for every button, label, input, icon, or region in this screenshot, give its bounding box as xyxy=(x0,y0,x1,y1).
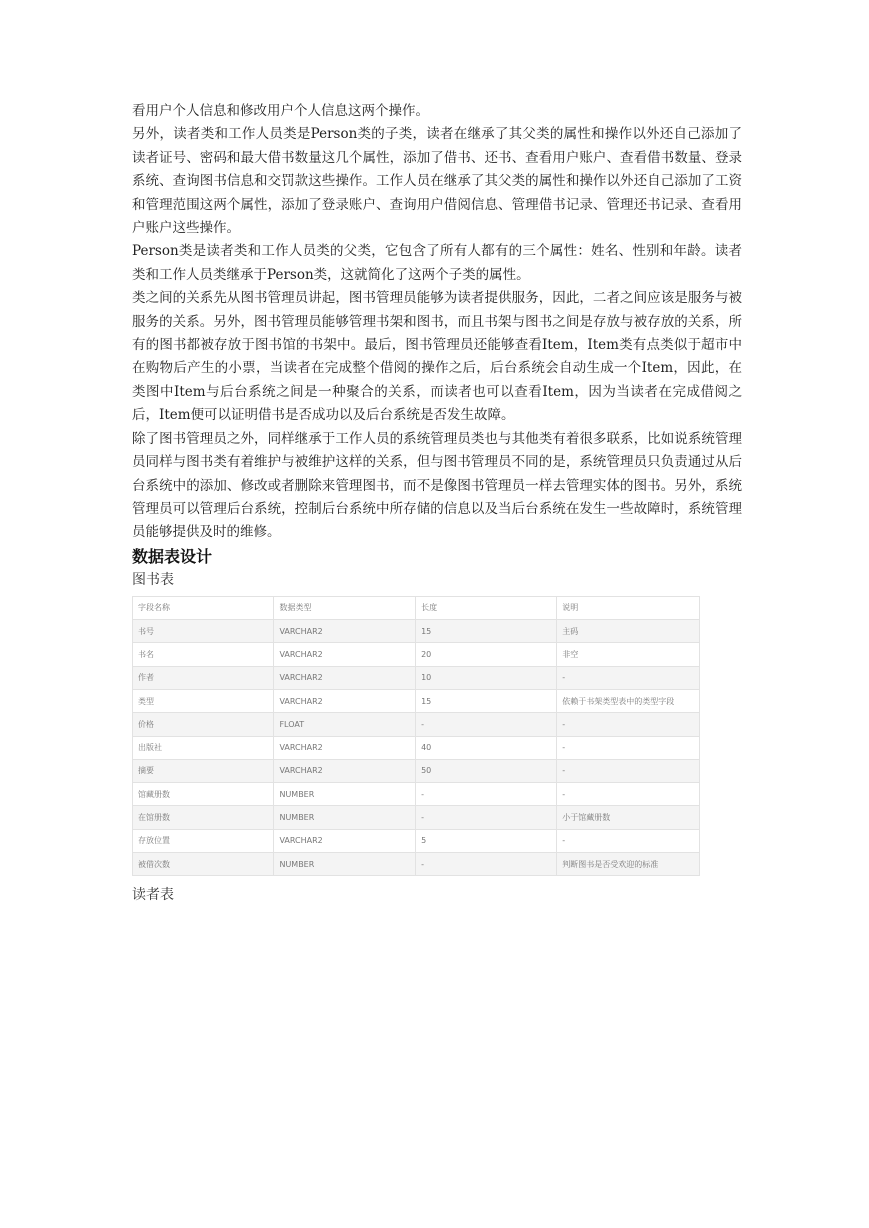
table-cell: 在馆册数 xyxy=(133,806,274,829)
paragraph: Person类是读者类和工作人员类的父类，它包含了所有人都有的三个属性：姓名、性别和年龄。读者类和工作人员类继承于Person类，这就简化了这两个子类的属性。 xyxy=(132,243,742,283)
reader-table-caption: 读者表 xyxy=(132,887,174,904)
document-page xyxy=(132,100,742,906)
table-cell: 出版社 xyxy=(133,736,274,759)
table-row xyxy=(133,806,700,829)
table-row xyxy=(133,829,700,852)
table-header-cell: 数据类型 xyxy=(274,596,416,619)
table-cell: 50 xyxy=(416,759,557,782)
table-cell: - xyxy=(557,666,700,689)
table-cell: 非空 xyxy=(557,643,700,666)
table-cell: 存放位置 xyxy=(133,829,274,852)
table-cell: VARCHAR2 xyxy=(274,620,416,643)
table-cell: VARCHAR2 xyxy=(274,736,416,759)
table-row xyxy=(133,643,700,666)
table-cell: - xyxy=(557,736,700,759)
table-cell: VARCHAR2 xyxy=(274,643,416,666)
table-cell: NUMBER xyxy=(274,783,416,806)
table-row xyxy=(133,689,700,712)
table-cell: - xyxy=(557,829,700,852)
table-cell: 20 xyxy=(416,643,557,666)
section-heading: 数据表设计 xyxy=(132,546,213,566)
table-cell: FLOAT xyxy=(274,713,416,736)
table-header-row xyxy=(133,596,700,619)
table-cell: 书名 xyxy=(133,643,274,666)
table-cell: 10 xyxy=(416,666,557,689)
table-cell: - xyxy=(416,852,557,875)
table-row xyxy=(133,759,700,782)
paragraph: 类之间的关系先从图书管理员讲起，图书管理员能够为读者提供服务，因此，二者之间应该是服务与被服务的关系。另外，图书管理员能够管理书架和图书，而且书架与图书之间是存放与被存放的关系，所有的图书都被存放于图书馆的书架中。最后，图书管理员还能够查看Item，Item类有点类似于超市中在购物后产生的小票，当读者在完成整个借阅的操作之后，后台系统会自动生成一个Item，因此，在类图中Item与后台系统之间是一种聚合的关系，而读者也可以查看Item，因为当读者在完成借阅之后，Item便可以证明借书是否成功以及后台系统是否发生故障。 xyxy=(132,290,742,424)
table-cell: - xyxy=(416,783,557,806)
table-cell: 15 xyxy=(416,689,557,712)
table-cell: VARCHAR2 xyxy=(274,829,416,852)
table-row xyxy=(133,620,700,643)
table-row xyxy=(133,713,700,736)
book-table-caption: 图书表 xyxy=(132,571,174,588)
table-row xyxy=(133,736,700,759)
paragraph: 看用户个人信息和修改用户个人信息这两个操作。 xyxy=(132,103,429,119)
table-cell: 5 xyxy=(416,829,557,852)
table-cell: 依赖于书架类型表中的类型字段 xyxy=(557,689,700,712)
table-cell: 40 xyxy=(416,736,557,759)
table-header-cell: 说明 xyxy=(557,596,700,619)
paragraph: 除了图书管理员之外，同样继承于工作人员的系统管理员类也与其他类有着很多联系，比如说系统管理员同样与图书类有着维护与被维护这样的关系，但与图书管理员不同的是，系统管理员只负责通过从后台系统中的添加、修改或者删除来管理图书，而不是像图书管理员一样去管理实体的图书。另外，系统管理员可以管理后台系统，控制后台系统中所存储的信息以及当后台系统在发生一些故障时，系统管理员能够提供及时的维修。 xyxy=(132,430,742,541)
table-cell: 判断图书是否受欢迎的标准 xyxy=(557,852,700,875)
book-table xyxy=(132,596,700,877)
table-cell: 小于馆藏册数 xyxy=(557,806,700,829)
table-cell: - xyxy=(416,806,557,829)
paragraph: 另外，读者类和工作人员类是Person类的子类，读者在继承了其父类的属性和操作以外还自己添加了读者证号、密码和最大借书数量这几个属性，添加了借书、还书、查看用户账户、查看借书数量、登录系统、查询图书信息和交罚款这些操作。工作人员在继承了其父类的属性和操作以外还自己添加了工资和管理范围这两个属性，添加了登录账户、查询用户借阅信息、管理借书记录、管理还书记录、查看用户账户这些操作。 xyxy=(132,126,742,237)
table-cell: 作者 xyxy=(133,666,274,689)
table-cell: 书号 xyxy=(133,620,274,643)
table-cell: - xyxy=(557,713,700,736)
table-cell: 主码 xyxy=(557,620,700,643)
table-cell: 15 xyxy=(416,620,557,643)
table-row xyxy=(133,666,700,689)
table-cell: 摘要 xyxy=(133,759,274,782)
table-cell: - xyxy=(557,783,700,806)
table-cell: - xyxy=(416,713,557,736)
table-header-cell: 字段名称 xyxy=(133,596,274,619)
table-header-cell: 长度 xyxy=(416,596,557,619)
table-cell: VARCHAR2 xyxy=(274,759,416,782)
table-cell: 馆藏册数 xyxy=(133,783,274,806)
table-cell: VARCHAR2 xyxy=(274,689,416,712)
table-cell: - xyxy=(557,759,700,782)
table-row xyxy=(133,852,700,875)
table-cell: 类型 xyxy=(133,689,274,712)
table-row xyxy=(133,783,700,806)
table-cell: NUMBER xyxy=(274,852,416,875)
table-cell: VARCHAR2 xyxy=(274,666,416,689)
table-cell: NUMBER xyxy=(274,806,416,829)
table-cell: 价格 xyxy=(133,713,274,736)
table-cell: 被借次数 xyxy=(133,852,274,875)
